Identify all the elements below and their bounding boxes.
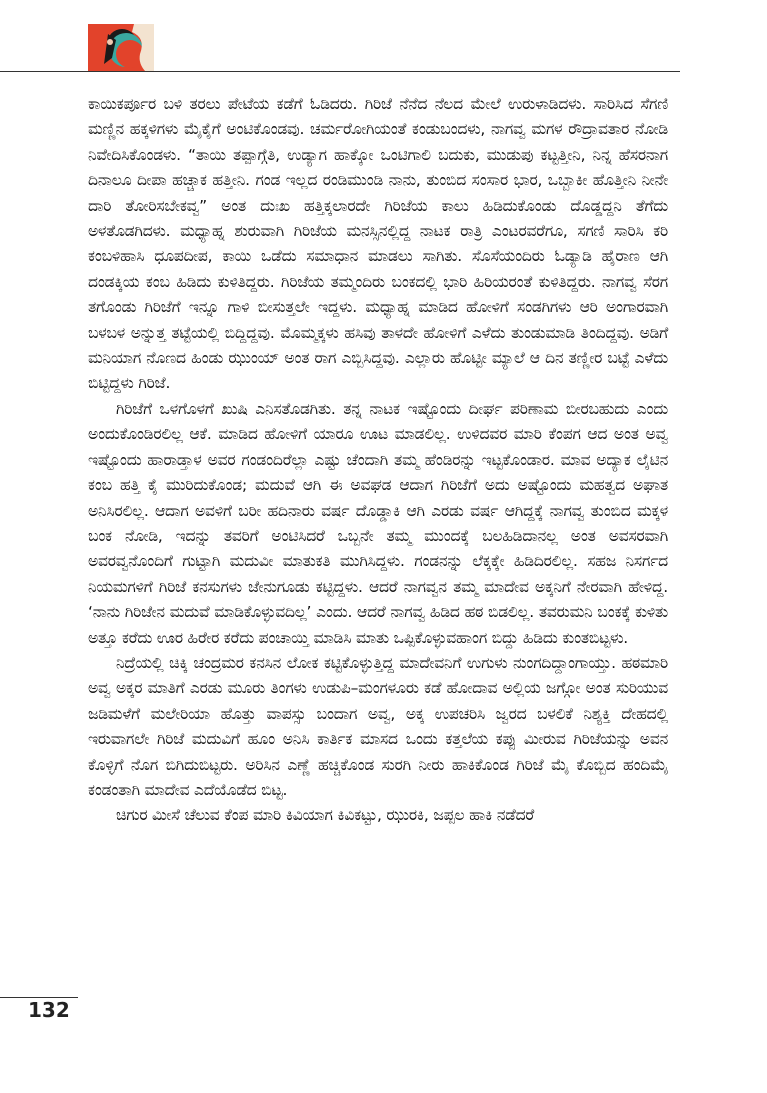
page-number: 132 <box>28 998 70 1022</box>
header-rule <box>0 71 680 72</box>
publisher-emblem-icon <box>88 24 154 72</box>
paragraph: ಕಾಯಿಕರ್ಪೂರ ಬಳಿ ತರಲು ಪೇಟೆಯ ಕಡೆಗೆ ಓಡಿದರು. ಗಿರಿಜೆ ನೆನೆದ ನೆಲದ ಮೇಲೆ ಉರುಳಾಡಿದಳು. ಸಾರಿಸಿದ ಸೆಗಣಿ ಮಣ್ಣಿನ ಹಕ್ಕಳಿಗಳು ಮೈಕೈಗೆ ಅಂಟಿಕೊಂಡವು. ಚರ್ಮರೋಗಿಯಂತೆ ಕಂಡುಬಂದಳು, ನಾಗವ್ವ ಮಗಳ ರೌದ್ರಾವತಾರ ನೋಡಿ ನಿವೇದಿಸಿಕೊಂಡಳು. “ತಾಯಿ ತಪ್ಪಾಗ್ಗೆತಿ, ಉಡ್ಯಾಗ ಹಾಕ್ಕೋ ಒಂಟಿಗಾಲಿ ಬದುಕು, ಮುಡುಪು ಕಟ್ಟತ್ತೀನಿ, ನಿನ್ನ ಹೆಸರನಾಗ ದಿನಾಲೂ ದೀಪಾ ಹಚ್ಚಾಕ ಹತ್ತೀನಿ. ಗಂಡ ಇಲ್ಲದ ರಂಡಿಮುಂಡಿ ನಾನು, ತುಂಬಿದ ಸಂಸಾರ ಭಾರ, ಒಬ್ಬಾಕೀ ಹೊತ್ತೀನಿ ನೀನೇ ದಾರಿ ತೋರಿಸಬೇಕವ್ವ” ಅಂತ ದುಃಖ ಹತ್ತಿಕ್ಕಲಾರದೇ ಗಿರಿಜೆಯ ಕಾಲು ಹಿಡಿದುಕೊಂಡು ದೊಡ್ಡದ್ದನಿ ತೆಗೆದು ಅಳತೊಡಗಿದಳು. ಮಧ್ಯಾಹ್ನ ಶುರುವಾಗಿ ಗಿರಿಜೆಯ ಮನಸ್ಸಿನಲ್ಲಿದ್ದ ನಾಟಕ ರಾತ್ರಿ ಎಂಟರವರೆಗೂ, ಸಗಣಿ ಸಾರಿಸಿ ಕರಿ ಕಂಬಳಿಹಾಸಿ ಧೂಪದೀಪ, ಕಾಯಿ ಒಡೆದು ಸಮಾಧಾನ ಮಾಡಲು ಸಾಗಿತು. ಸೊಸೆಯಂದಿರು ಓಡ್ಯಾಡಿ ಹೈರಾಣ ಆಗಿ ದಂಡಕ್ಕಿಯ ಕಂಬ ಹಿಡಿದು ಕುಳಿತಿದ್ದರು. ಗಿರಿಜೆಯ ತಮ್ಮಂದಿರು ಬಂಕದಲ್ಲಿ ಭಾರಿ ಹಿರಿಯರಂತೆ ಕುಳಿತಿದ್ದರು. ನಾಗವ್ವ ಸೆರಗ ತಗೊಂಡು ಗಿರಿಜೆಗೆ ಇನ್ನೂ ಗಾಳಿ ಬೀಸುತ್ತಲೇ ಇದ್ದಳು. ಮಧ್ಯಾಹ್ನ ಮಾಡಿದ ಹೋಳಿಗೆ ಸಂಡಗಿಗಳು ಆರಿ ಅಂಗಾರವಾಗಿ ಬಳಬಳ ಅನ್ನುತ್ತ ತಟ್ಟೆಯಲ್ಲಿ ಬಿದ್ದಿದ್ದವು. ಮೊಮ್ಮಕ್ಕಳು ಹಸಿವು ತಾಳದೇ ಹೋಳಿಗೆ ಎಳೆದು ತುಂಡುಮಾಡಿ ತಿಂದಿದ್ದವು. ಅಡಿಗೆ ಮನಿಯಾಗ ನೊಣದ ಹಿಂಡು ಝುಂಯ್ ಅಂತ ರಾಗ ಎಬ್ಬಿಸಿದ್ದವು. ಎಲ್ಲಾರು ಹೊಟ್ಟೀ ಮ್ಯಾಲೆ ಆ ದಿನ ತಣ್ಣೀರ ಬಟ್ಟೆ ಎಳೆದು ಬಿಟ್ಟಿದ್ದಳು ಗಿರಿಜೆ. <box>88 95 668 393</box>
paragraph: ನಿದ್ರೆಯಲ್ಲಿ ಚಿಕ್ಕಿ ಚಂದ್ರಮರ ಕನಸಿನ ಲೋಕ ಕಟ್ಟಿಕೊಳ್ಳುತ್ತಿದ್ದ ಮಾದೇವನಿಗೆ ಉಗುಳು ನುಂಗದಿದ್ದಾಂಗಾಯ್ತು. ಹಠಮಾರಿ ಅವ್ವ ಅಕ್ಕರ ಮಾತಿಗೆ ಎರಡು ಮೂರು ತಿಂಗಳು ಉಡುಪಿ–ಮಂಗಳೂರು ಕಡೆ ಹೋದಾವ ಅಲ್ಲಿಯ ಜಗ್ಗೋ ಅಂತ ಸುರಿಯುವ ಜಡಿಮಳೆಗೆ ಮಲೇರಿಯಾ ಹೊತ್ತು ವಾಪಸ್ಸು ಬಂದಾಗ ಅವ್ವ, ಅಕ್ಕ ಉಪಚರಿಸಿ ಜ್ವರದ ಬಳಲಿಕೆ ನಿಶ್ಯಕ್ತಿ ದೇಹದಲ್ಲಿ ಇರುವಾಗಲೇ ಗಿರಿಜೆ ಮದುವಿಗೆ ಹೂಂ ಅನಿಸಿ ಕಾರ್ತಿಕ ಮಾಸದ ಒಂದು ಕತ್ತಲೆಯ ಕಪ್ಪು ಮೀರುವ ಗಿರಿಜೆಯನ್ನು ಅವನ ಕೊಳ್ಳಿಗೆ ನೊಗ ಬಿಗಿದುಬಿಟ್ಟರು. ಅರಿಸಿನ ಎಣ್ಣೆ ಹಚ್ಚಿಕೊಂಡ ಸುರಗಿ ನೀರು ಹಾಕಿಕೊಂಡ ಗಿರಿಜೆ ಮೈ ಕೊಬ್ಬಿದ ಹಂದಿಮೈ ಕಂಡಂತಾಗಿ ಮಾದೇವ ಎದೆಯೊಡೆದ ಬಿಟ್ಟ. <box>88 653 668 799</box>
paragraph: ಗಿರಿಜೆಗೆ ಒಳಗೊಳಗೆ ಖುಷಿ ಎನಿಸತೊಡಗಿತು. ತನ್ನ ನಾಟಕ ಇಷ್ಟೊಂದು ದೀರ್ಘ ಪರಿಣಾಮ ಬೀರಬಹುದು ಎಂದು ಅಂದುಕೊಂಡಿರಲಿಲ್ಲ ಆಕೆ. ಮಾಡಿದ ಹೋಳಿಗೆ ಯಾರೂ ಊಟ ಮಾಡಲಿಲ್ಲ. ಉಳಿದವರ ಮಾರಿ ಕೆಂಪಗ ಆದ ಅಂತ ಅವ್ವ ಇಷ್ಟೊಂದು ಹಾರಾಡ್ತಾಳ ಅವರ ಗಂಡಂದಿರೆಲ್ಲಾ ಎಷ್ಟು ಚೆಂದಾಗಿ ತಮ್ಮ ಹೆಂಡಿರನ್ನು ಇಟ್ಟಕೊಂಡಾರ. ಮಾವ ಅದ್ಯಾಕ ಲೈಟಿನ ಕಂಬ ಹತ್ತಿ ಕೈ ಮುರಿದುಕೊಂಡ; ಮದುವೆ ಆಗಿ ಈ ಅವಘಡ ಆದಾಗ ಗಿರಿಜೆಗೆ ಅದು ಅಷ್ಟೊಂದು ಮಹತ್ವದ ಅಘಾತ ಅನಿಸಿರಲಿಲ್ಲ. ಆದಾಗ ಅವಳಿಗೆ ಬರೀ ಹದಿನಾರು ವರ್ಷ ದೊಡ್ಡಾಕಿ ಆಗಿ ಎರಡು ವರ್ಷ ಆಗಿದ್ದಕ್ಕೆ ನಾಗವ್ವ ತುಂಬಿದ ಮಕ್ಕಳ ಬಂಕ ನೋಡಿ, ಇದನ್ನು ತವರಿಗೆ ಅಂಟಿಸಿದರೆ ಒಬ್ಬನೇ ತಮ್ಮ ಮುಂದಕ್ಕೆ ಬಲಹಿಡಿದಾನಲ್ಲ ಅಂತ ಅವಸರವಾಗಿ ಅವರವ್ವನೊಂದಿಗೆ ಗುಟ್ಟಾಗಿ ಮದುವೀ ಮಾತುಕತಿ ಮುಗಿಸಿದ್ದಳು. ಗಂಡನನ್ನು ಲೆಕ್ಕಕ್ಕೇ ಹಿಡಿದಿರಲಿಲ್ಲ. ಸಹಜ ನಿಸರ್ಗದ ನಿಯಮಗಳಿಗೆ ಗಿರಿಜೆ ಕನಸುಗಳು ಜೇನುಗೂಡು ಕಟ್ಟಿದ್ದಳು. ಆದರೆ ನಾಗವ್ವನ ತಮ್ಮ ಮಾದೇವ ಅಕ್ಕನಿಗೆ ನೇರವಾಗಿ ಹೇಳಿದ್ದ. ‘ನಾನು ಗಿರಿಜೇನ ಮದುವೆ ಮಾಡಿಕೊಳ್ಳುವದಿಲ್ಲ’ ಎಂದು. ಆದರೆ ನಾಗವ್ವ ಹಿಡಿದ ಹಠ ಬಿಡಲಿಲ್ಲ. ತವರುಮನಿ ಬಂಕಕ್ಕೆ ಕುಳಿತು ಅತ್ತೂ ಕರೆದು ಊರ ಹಿರೇರ ಕರೆದು ಪಂಚಾಯ್ತಿ ಮಾಡಿಸಿ ಮಾತು ಒಪ್ಪಿಕೊಳ್ಳುವಹಾಂಗ ಬಿದ್ದು ಹಿಡಿದು ಕುಂತಬಿಟ್ಟಳು. <box>88 399 668 647</box>
page-body <box>88 92 668 829</box>
paragraph: ಚಿಗುರ ಮೀಸೆ ಚೆಲುವ ಕೆಂಪ ಮಾರಿ ಕಿವಿಯಾಗ ಕಿವಿಕಟ್ಟು, ಝುರಕಿ, ಜಪ್ಪಲ ಹಾಕಿ ನಡೆದರೆ <box>116 806 535 825</box>
